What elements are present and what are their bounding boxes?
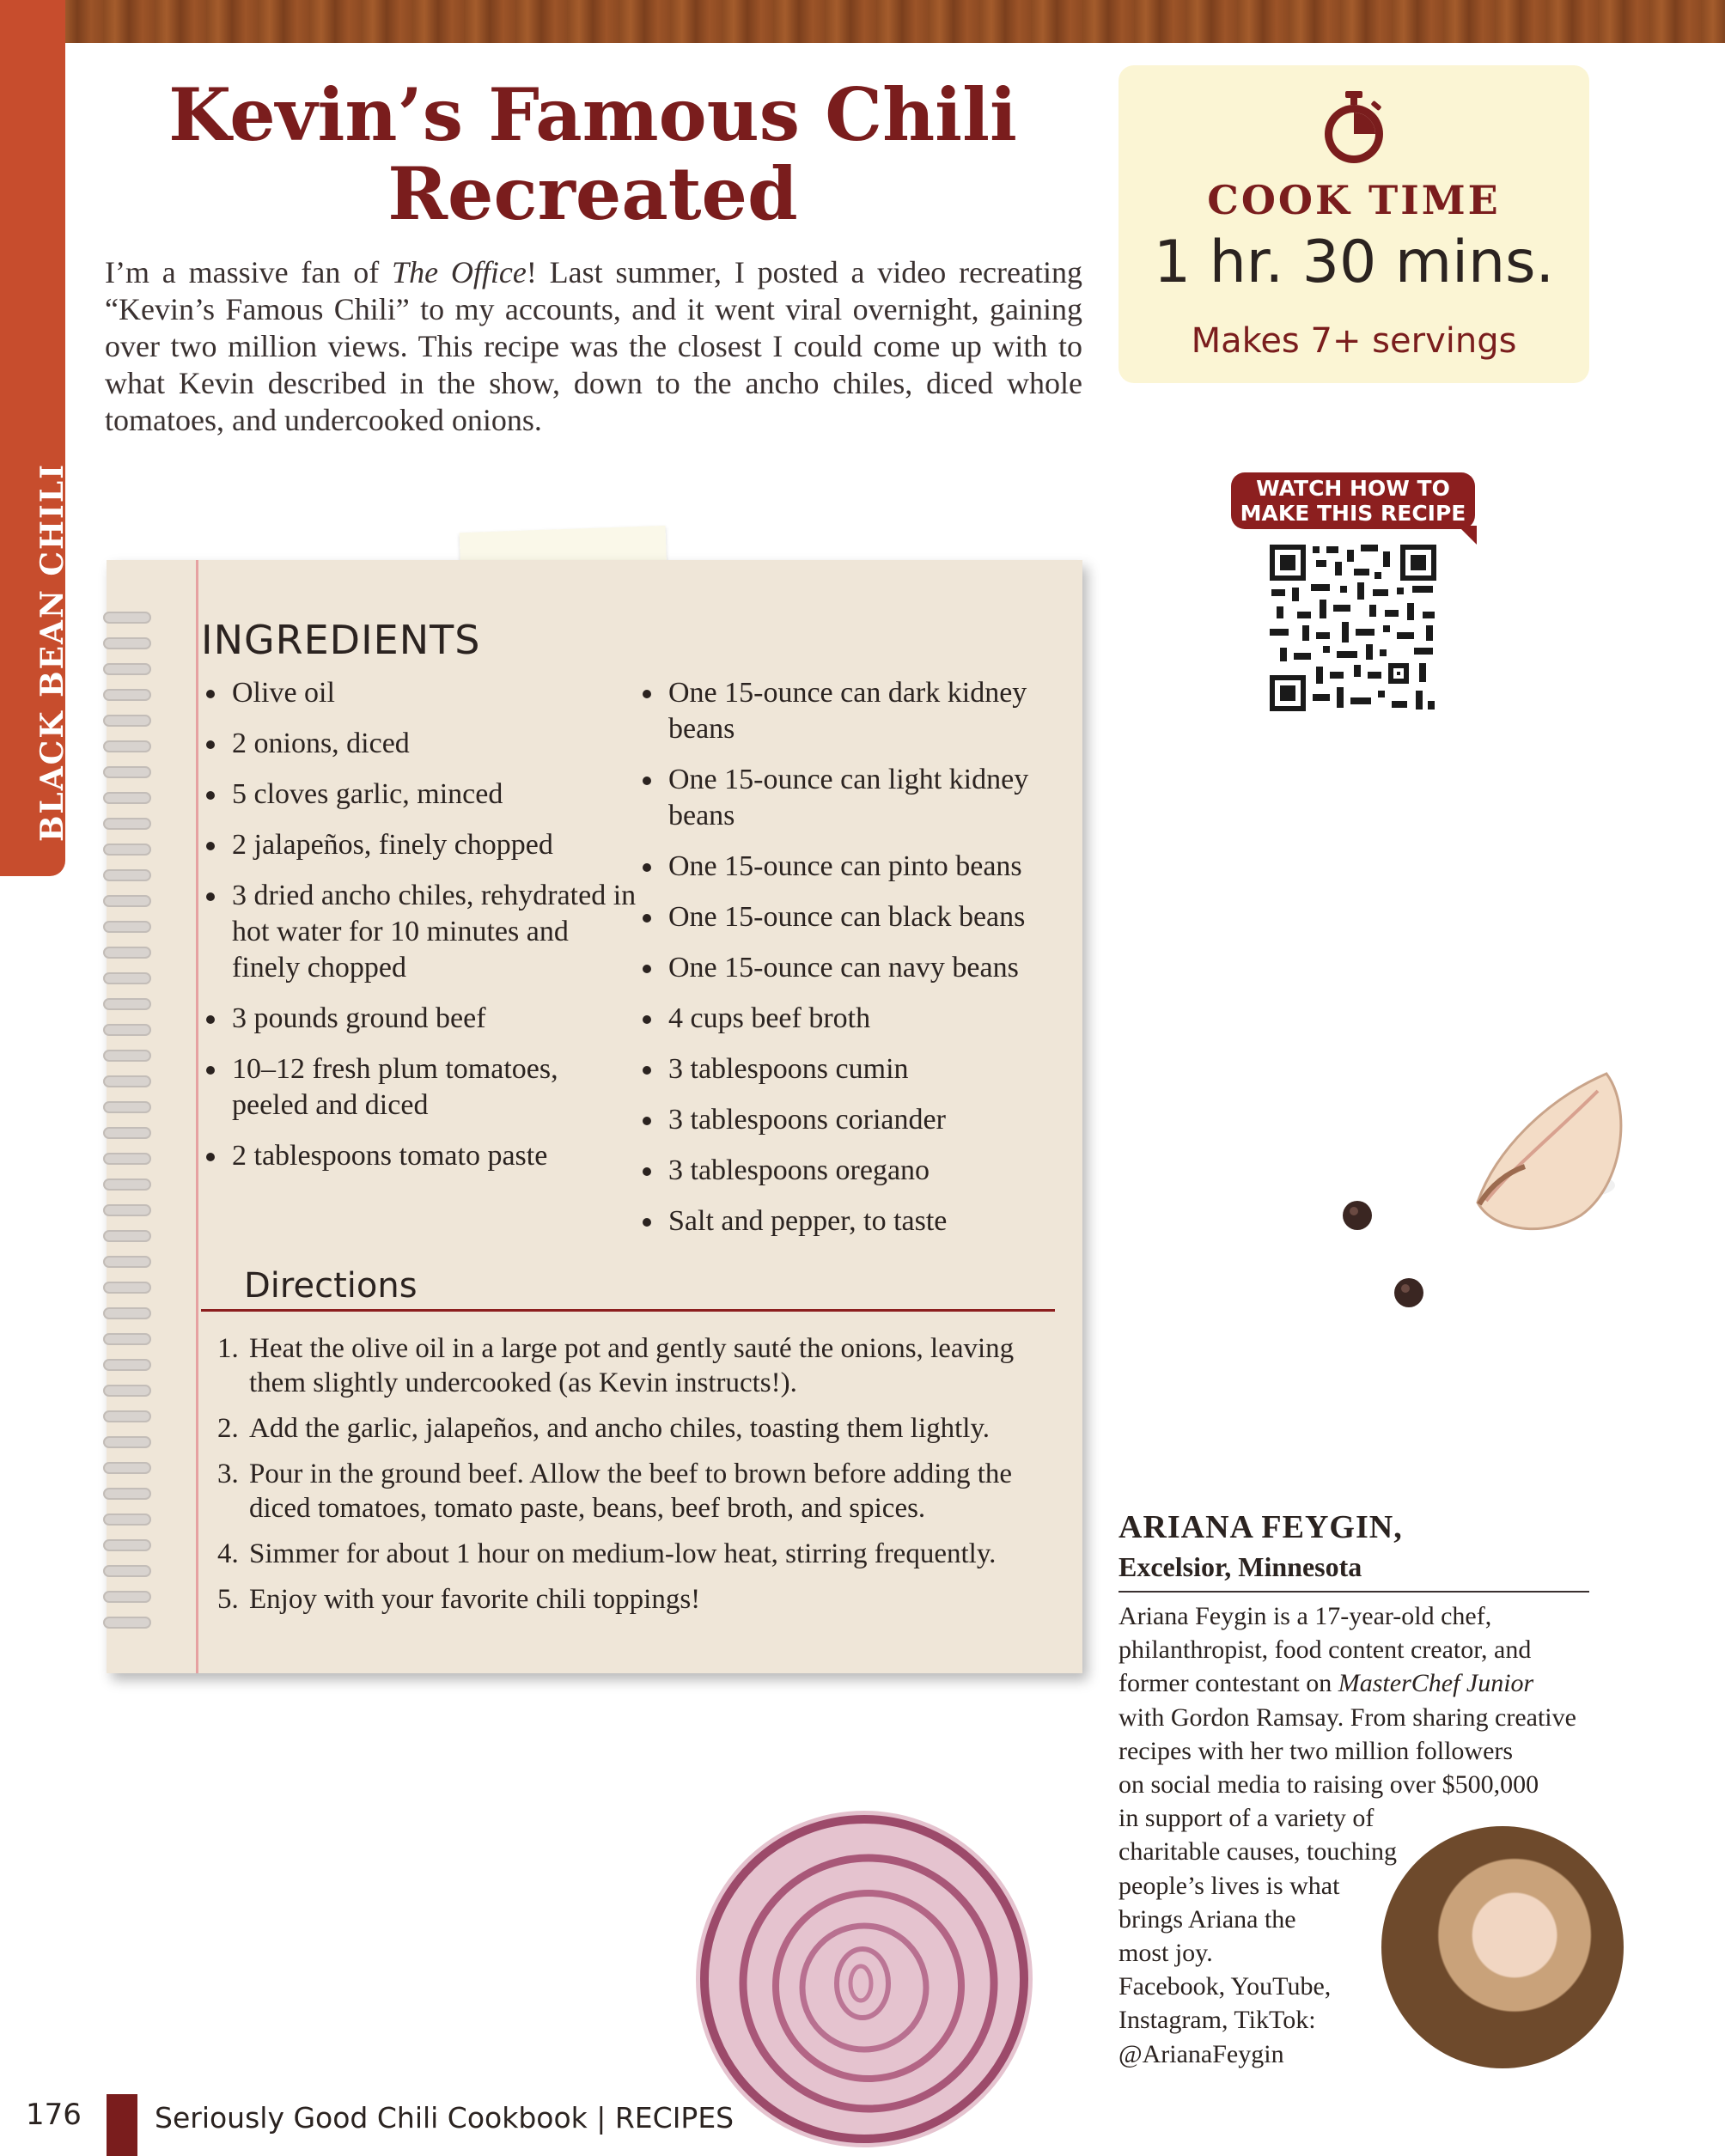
bio-line: Ariana Feygin is a 17-year-old chef, <box>1119 1602 1492 1630</box>
direction-step: 1. Heat the olive oil in a large pot and gently sauté the onions, leaving them slightly undercooked (as Kevin instructs!). <box>246 1331 1053 1400</box>
binder-ring <box>103 1359 151 1371</box>
watch-video-line1: WATCH HOW TO <box>1256 476 1450 501</box>
author-divider <box>1119 1591 1589 1593</box>
bio-line: on social media to raising over $500,000 <box>1119 1770 1539 1800</box>
binder-ring <box>103 844 151 856</box>
binder-ring <box>103 1075 151 1087</box>
direction-step: 4. Simmer for about 1 hour on medium-low heat, stirring frequently. <box>246 1537 1053 1571</box>
intro-show-title: The Office <box>392 255 527 289</box>
page-number: 176 <box>26 2098 82 2132</box>
binder-ring <box>103 895 151 907</box>
ingredient-item: • 3 dried ancho chiles, rehydrated in hot water for 10 minutes and finely chopped <box>229 878 641 986</box>
ingredient-item: • 3 tablespoons coriander <box>665 1102 1094 1138</box>
binder-ring <box>103 1282 151 1294</box>
cook-time-value: 1 hr. 30 mins. <box>1153 228 1555 296</box>
ingredient-item: • One 15-ounce can pinto beans <box>665 849 1094 885</box>
bio-line: philanthropist, food content creator, and <box>1119 1635 1532 1665</box>
ingredients-heading: INGREDIENTS <box>201 617 481 663</box>
ingredient-item: • Salt and pepper, to taste <box>665 1203 1094 1239</box>
binder-ring <box>103 637 151 649</box>
binder-ring <box>103 1385 151 1397</box>
binder-ring <box>103 740 151 752</box>
intro-text-start: I’m a massive fan of <box>105 255 393 289</box>
ingredient-item: • 2 jalapeños, finely chopped <box>229 827 641 863</box>
binder-ring <box>103 1488 151 1500</box>
binder-ring <box>103 1436 151 1448</box>
direction-step: 5. Enjoy with your favorite chili toppings! <box>246 1582 1053 1617</box>
binder-ring <box>103 1539 151 1551</box>
binder-ring <box>103 792 151 804</box>
binder-ring <box>103 1591 151 1603</box>
servings-text: Makes 7+ servings <box>1191 321 1517 361</box>
binder-ring <box>103 869 151 881</box>
garlic-clove-image <box>1323 1057 1641 1331</box>
bio-line: in support of a variety of <box>1119 1804 1375 1833</box>
directions-list <box>215 1331 1053 1628</box>
qr-code-icon[interactable] <box>1268 543 1438 713</box>
binder-ring <box>103 1333 151 1345</box>
binder-ring <box>103 1204 151 1216</box>
binder-ring <box>103 1256 151 1268</box>
ingredient-item: • 2 onions, diced <box>229 726 641 762</box>
intro-text-rest: ! Last summer, I posted a video recreating “Kevin’s Famous Chili” to my accounts, and it went viral overnight, gaining over two million views. This recipe was the closest I could come up with to what Kevin described in the show, down to the ancho chiles, diced whole tomatoes, and undercooked onions. <box>105 255 1082 437</box>
binder-ring <box>103 1565 151 1577</box>
binder-ring <box>103 766 151 778</box>
section-tab <box>0 0 70 876</box>
binder-ring <box>103 947 151 959</box>
footer-book-title: Seriously Good Chili Cookbook | RECIPES <box>155 2101 734 2135</box>
directions-heading: Directions <box>244 1266 418 1306</box>
binder-ring <box>103 1410 151 1422</box>
direction-step: 3. Pour in the ground beef. Allow the beef to brown before adding the diced tomatoes, tomato paste, beans, beef broth, and spices. <box>246 1457 1053 1526</box>
section-tab-label: BLACK BEAN CHILI <box>34 462 70 842</box>
author-location: Excelsior, Minnesota <box>1119 1551 1362 1582</box>
ingredient-item: • Olive oil <box>229 675 641 711</box>
ingredient-item: • One 15-ounce can light kidney beans <box>665 762 1094 834</box>
ingredient-item: • 5 cloves garlic, minced <box>229 777 641 813</box>
recipe-title-line1: Kevin’s Famous Chili <box>168 72 1017 157</box>
bio-line: brings Ariana the <box>1119 1904 1296 1934</box>
recipe-title <box>155 72 1031 236</box>
ingredient-item: • 3 tablespoons cumin <box>665 1051 1094 1087</box>
bio-line: Instagram, TikTok: <box>1119 2006 1316 2035</box>
binder-ring <box>103 1307 151 1319</box>
cook-time-label: COOK TIME <box>1207 177 1501 223</box>
binder-ring <box>103 1230 151 1242</box>
bio-line: people’s lives is what <box>1119 1871 1340 1900</box>
ingredient-item: • 3 tablespoons oregano <box>665 1153 1094 1189</box>
binder-ring <box>103 612 151 624</box>
bio-line: recipes with her two million followers <box>1119 1736 1514 1765</box>
binder-ring <box>103 1513 151 1526</box>
direction-step: 2. Add the garlic, jalapeños, and ancho chiles, toasting them lightly. <box>246 1411 1053 1446</box>
author-photo <box>1381 1826 1624 2068</box>
binder-ring <box>103 998 151 1010</box>
binder-ring <box>103 715 151 727</box>
bio-line: charitable causes, touching <box>1119 1837 1398 1867</box>
binder-ring <box>103 818 151 830</box>
bio-line-text: former contestant on <box>1119 1669 1338 1698</box>
recipe-title-line2: Recreated <box>387 151 798 236</box>
ingredient-item: • 3 pounds ground beef <box>229 1001 641 1037</box>
ingredient-item: • One 15-ounce can dark kidney beans <box>665 675 1094 747</box>
binder-ring <box>103 1617 151 1629</box>
bio-handle[interactable]: @ArianaFeygin <box>1119 2039 1284 2068</box>
bio-line <box>1119 1666 1600 1700</box>
cook-time-box <box>1119 65 1589 383</box>
binder-ring <box>103 921 151 933</box>
ingredient-item: • 10–12 fresh plum tomatoes, peeled and diced <box>229 1051 641 1124</box>
binder-ring <box>103 1024 151 1036</box>
ingredient-item: • 4 cups beef broth <box>665 1001 1094 1037</box>
bio-line: most joy. <box>1119 1939 1213 1968</box>
binder-ring <box>103 663 151 675</box>
binder-ring <box>103 972 151 984</box>
ingredients-list-left <box>199 675 641 1189</box>
margin-line <box>196 560 198 1673</box>
binder-ring <box>103 1127 151 1139</box>
author-name: ARIANA FEYGIN, <box>1119 1509 1403 1545</box>
binder-ring <box>103 1462 151 1474</box>
binder-ring <box>103 1050 151 1062</box>
footer-bar <box>107 2094 137 2156</box>
onion-slice-image <box>692 1807 1036 2151</box>
ingredient-item: • One 15-ounce can black beans <box>665 899 1094 935</box>
ingredient-item: • 2 tablespoons tomato paste <box>229 1138 641 1174</box>
wood-banner <box>0 0 1725 43</box>
binder-ring <box>103 1153 151 1165</box>
bio-show-title: MasterChef Junior <box>1338 1669 1534 1698</box>
watch-video-badge[interactable] <box>1231 472 1475 529</box>
binder-ring <box>103 1178 151 1191</box>
binder-ring <box>103 1101 151 1113</box>
ingredients-list-right <box>636 675 1094 1254</box>
binder-ring <box>103 689 151 701</box>
ingredient-item: • One 15-ounce can navy beans <box>665 950 1094 986</box>
stopwatch-icon <box>1321 91 1387 167</box>
bio-line: Facebook, YouTube, <box>1119 1972 1332 2001</box>
recipe-intro <box>105 254 1082 439</box>
directions-rule <box>201 1309 1055 1312</box>
watch-video-line2: MAKE THIS RECIPE <box>1240 501 1466 526</box>
bio-line: with Gordon Ramsay. From sharing creative <box>1119 1702 1576 1732</box>
